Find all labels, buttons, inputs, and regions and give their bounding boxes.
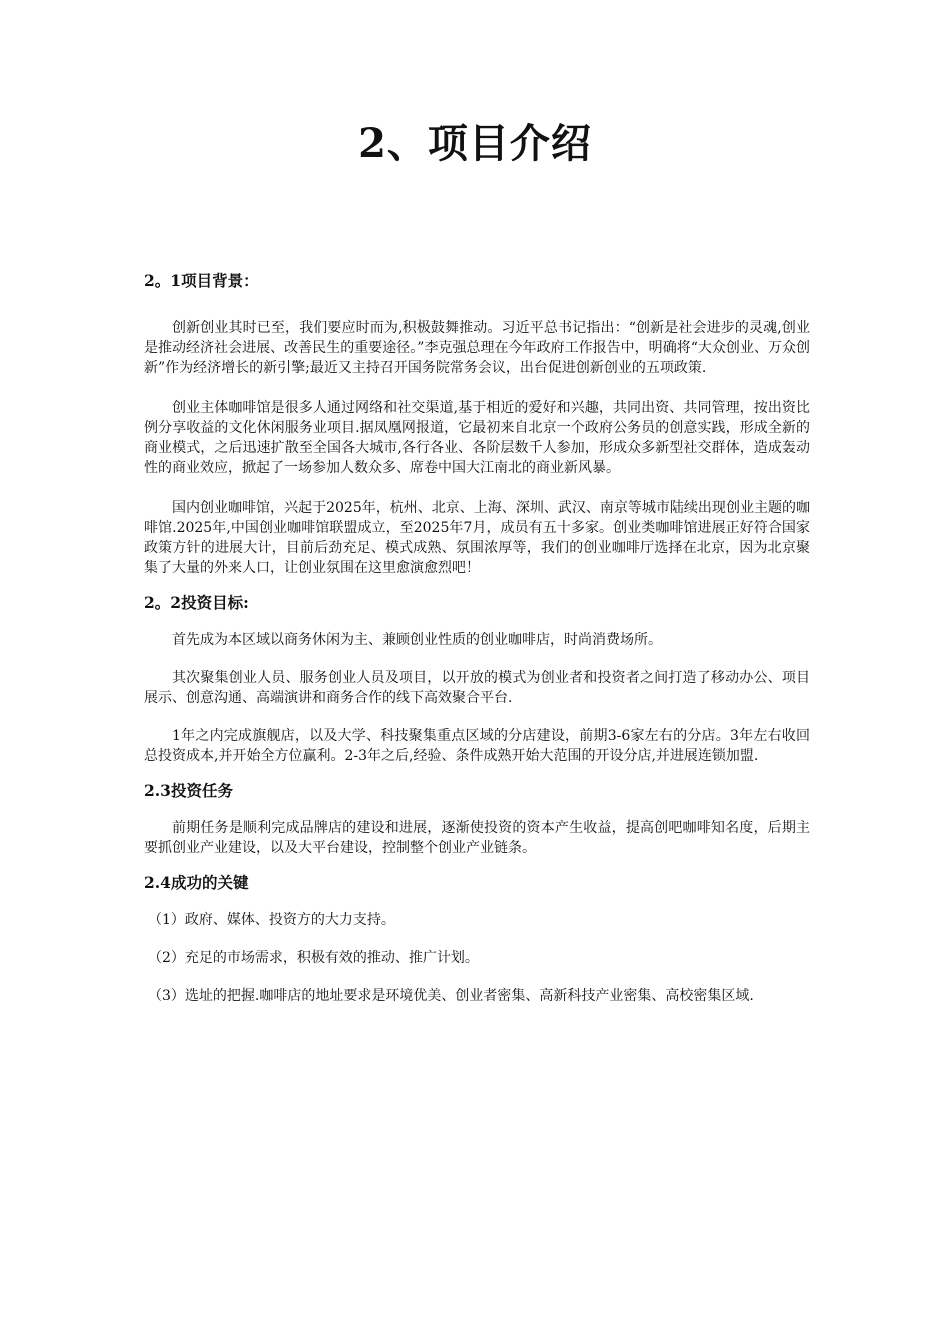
section-investment-tasks (144, 780, 810, 858)
page-title: 2、项目介绍 (358, 120, 592, 167)
document-body (144, 270, 810, 1020)
paragraph: 首先成为本区域以商务休闲为主、兼顾创业性质的创业咖啡店，时尚消费场所。 (172, 632, 662, 648)
section-heading: 2。2投资目标: (144, 593, 249, 612)
section-heading: 2.4成功的关键 (144, 873, 249, 892)
paragraph: 创新创业其时已至，我们要应时而为,积极鼓舞推动。习近平总书记指出：“创新是社会进步的灵魂,创业是推动经济社会进展、改善民生的重要途径。”李克强总理在今年政府工作报告中，明确将“大众创业、万众创新”作为经济增长的新引擎;最近又主持召开国务院常务会议，出台促进创新创业的五项政策. (144, 320, 810, 376)
section-heading: 2.3投资任务 (144, 781, 233, 800)
section-investment-goals (144, 592, 810, 766)
section-background (144, 270, 810, 578)
paragraph: 1年之内完成旗舰店，以及大学、科技聚集重点区域的分店建设，前期3-6家左右的分店。3年左右收回总投资成本,并开始全方位赢利。2-3年之后,经验、条件成熟开始大范围的开设分店,并进展连锁加盟. (144, 728, 810, 764)
list-item: （3）选址的把握.咖啡店的地址要求是环境优美、创业者密集、高新科技产业密集、高校密集区域. (148, 988, 754, 1004)
list-item: （2）充足的市场需求，积极有效的推动、推广计划。 (148, 950, 479, 966)
paragraph: 创业主体咖啡馆是很多人通过网络和社交渠道,基于相近的爱好和兴趣，共同出资、共同管理，按出资比例分享收益的文化休闲服务业项目.据凤凰网报道，它最初来自北京一个政府公务员的创意实践，形成全新的商业模式，之后迅速扩散至全国各大城市,各行各业、各阶层数千人参加，形成众多新型社交群体，造成轰动性的商业效应，掀起了一场参加人数众多、席卷中国大江南北的商业新风暴。 (144, 400, 810, 476)
section-heading: 2。1项目背景： (144, 271, 259, 290)
paragraph: 国内创业咖啡馆，兴起于2025年，杭州、北京、上海、深圳、武汉、南京等城市陆续出现创业主题的咖啡馆.2025年,中国创业咖啡馆联盟成立，至2025年7月，成员有五十多家。创业类咖啡馆进展正好符合国家政策方针的进展大计，目前后劲充足、模式成熟、氛围浓厚等，我们的创业咖啡厅选择在北京，因为北京聚集了大量的外来人口，让创业氛围在这里愈演愈烈吧！ (144, 500, 810, 576)
paragraph: 其次聚集创业人员、服务创业人员及项目，以开放的模式为创业者和投资者之间打造了移动办公、项目展示、创意沟通、高端演讲和商务合作的线下高效聚合平台. (144, 670, 810, 706)
section-success-keys (144, 872, 810, 1006)
paragraph: 前期任务是顺利完成品牌店的建设和进展，逐渐使投资的资本产生收益，提高创吧咖啡知名度，后期主要抓创业产业建设，以及大平台建设，控制整个创业产业链条。 (144, 820, 810, 856)
list-item: （1）政府、媒体、投资方的大力支持。 (148, 912, 395, 928)
